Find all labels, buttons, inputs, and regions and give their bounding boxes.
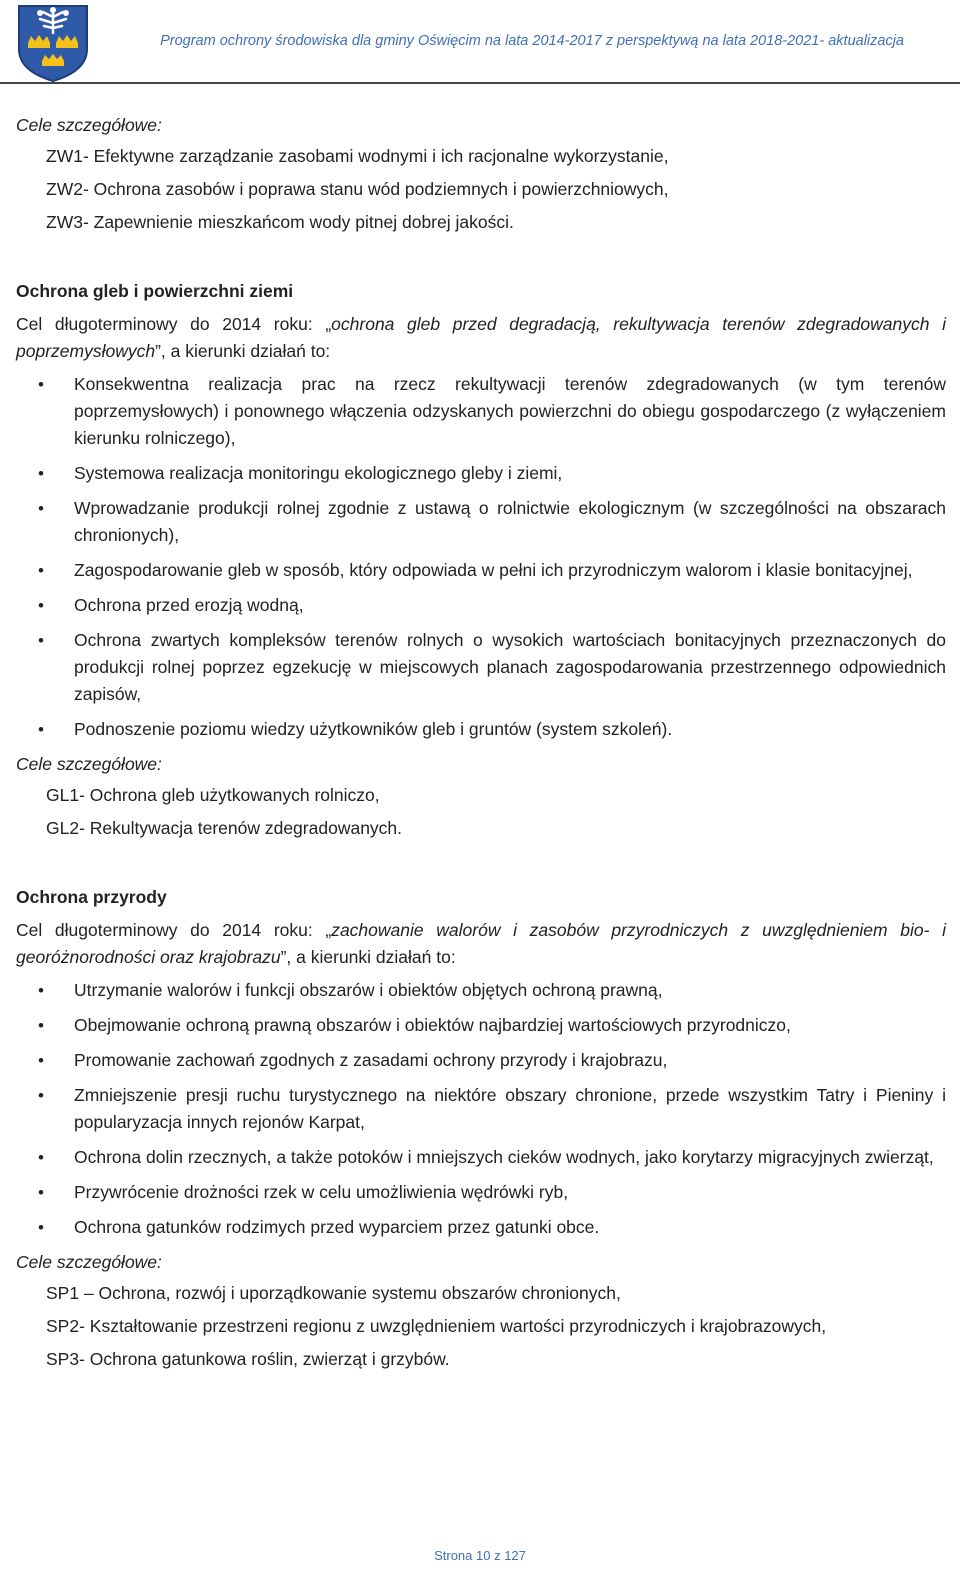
lead-suffix: ”, a kierunki działań to:	[280, 947, 456, 967]
bullet-icon: •	[38, 499, 44, 518]
nature-lead	[16, 917, 946, 971]
goal-zw2: ZW2- Ochrona zasobów i poprawa stanu wód podziemnych i powierzchniowych,	[46, 179, 669, 199]
goal-sp1: SP1 – Ochrona, rozwój i uporządkowanie systemu obszarów chronionych,	[46, 1283, 621, 1303]
list-item: • Ochrona gatunków rodzimych przed wyparciem przez gatunki obce.	[16, 1214, 946, 1241]
bullet-icon: •	[38, 1148, 44, 1167]
bullet-icon: •	[38, 1218, 44, 1237]
page-content	[16, 112, 946, 1379]
lead-suffix: ”, a kierunki działań to:	[155, 341, 331, 361]
bullet-icon: •	[38, 720, 44, 739]
header-divider	[0, 82, 960, 84]
list-item: • Podnoszenie poziomu wiedzy użytkowników gleb i gruntów (system szkoleń).	[16, 716, 946, 743]
goal-zw1: ZW1- Efektywne zarządzanie zasobami wodnymi i ich racjonalne wykorzystanie,	[46, 146, 669, 166]
list-item: • Ochrona przed erozją wodną,	[16, 592, 946, 619]
bullet-icon: •	[38, 375, 44, 394]
bullet-icon: •	[38, 596, 44, 615]
goal-gl1: GL1- Ochrona gleb użytkowanych rolniczo,	[46, 785, 380, 805]
soil-goals-list	[46, 782, 946, 842]
page-header	[0, 0, 960, 86]
bullet-icon: •	[38, 1086, 44, 1105]
list-item: • Przywrócenie drożności rzek w celu umożliwienia wędrówki ryb,	[16, 1179, 946, 1206]
section-title-soil: Ochrona gleb i powierzchni ziemi	[16, 281, 294, 301]
section-title-nature: Ochrona przyrody	[16, 887, 167, 907]
list-item: • Zagospodarowanie gleb w sposób, który odpowiada w pełni ich przyrodniczym walorom i klasie bonitacyjnej,	[16, 557, 946, 584]
nature-directions-list	[16, 977, 946, 1241]
document-title: Program ochrony środowiska dla gminy Oświęcim na lata 2014-2017 z perspektywą na lata 2018-2021- aktualizacja	[160, 33, 904, 49]
lead-goal-text: ochrona gleb przed degradacją, rekultywacja terenów zdegradowanych i poprzemysłowych	[16, 314, 946, 361]
list-item: • Konsekwentna realizacja prac na rzecz rekultywacji terenów zdegradowanych (w tym terenów poprzemysłowych) i ponownego włączenia odzyskanych powierzchni do obiegu gospodarczego (z wyłączeniem kierunku rolniczego),	[16, 371, 946, 452]
detailed-goals-label: Cele szczegółowe:	[16, 115, 162, 135]
list-item: • Utrzymanie walorów i funkcji obszarów i obiektów objętych ochroną prawną,	[16, 977, 946, 1004]
goal-sp2: SP2- Kształtowanie przestrzeni regionu z uwzględnieniem wartości przyrodniczych i krajobrazowych,	[46, 1316, 827, 1336]
coat-of-arms-icon	[16, 3, 90, 83]
nature-goals-list	[46, 1280, 946, 1373]
lead-goal-text: zachowanie walorów i zasobów przyrodniczych z uwzględnieniem bio- i georóżnorodności oraz krajobrazu	[16, 920, 946, 967]
goal-sp3: SP3- Ochrona gatunkowa roślin, zwierząt i grzybów.	[46, 1349, 450, 1369]
detailed-goals-label: Cele szczegółowe:	[16, 754, 162, 774]
goal-gl2: GL2- Rekultywacja terenów zdegradowanych.	[46, 818, 403, 838]
soil-lead	[16, 311, 946, 365]
bullet-icon: •	[38, 1016, 44, 1035]
bullet-icon: •	[38, 631, 44, 650]
soil-directions-list	[16, 371, 946, 743]
list-item: • Ochrona dolin rzecznych, a także potoków i mniejszych cieków wodnych, jako korytarzy migracyjnych zwierząt,	[16, 1144, 946, 1171]
detailed-goals-label: Cele szczegółowe:	[16, 1252, 162, 1272]
page-number: Strona 10 z 127	[434, 1548, 526, 1563]
goal-zw3: ZW3- Zapewnienie mieszkańcom wody pitnej dobrej jakości.	[46, 212, 514, 232]
lead-prefix: Cel długoterminowy do 2014 roku: „	[16, 314, 332, 334]
water-goals-list	[46, 143, 946, 236]
list-item: • Zmniejszenie presji ruchu turystycznego na niektóre obszary chronione, przede wszystkim Tatry i Pieniny i popularyzacja innych rejonów Karpat,	[16, 1082, 946, 1136]
lead-prefix: Cel długoterminowy do 2014 roku: „	[16, 920, 332, 940]
list-item: • Obejmowanie ochroną prawną obszarów i obiektów najbardziej wartościowych przyrodniczo,	[16, 1012, 946, 1039]
list-item: • Promowanie zachowań zgodnych z zasadami ochrony przyrody i krajobrazu,	[16, 1047, 946, 1074]
bullet-icon: •	[38, 1051, 44, 1070]
bullet-icon: •	[38, 1183, 44, 1202]
bullet-icon: •	[38, 561, 44, 580]
bullet-icon: •	[38, 981, 44, 1000]
bullet-icon: •	[38, 464, 44, 483]
list-item: • Ochrona zwartych kompleksów terenów rolnych o wysokich wartościach bonitacyjnych przeznaczonych do produkcji rolnej poprzez egzekucję w miejscowych planach zagospodarowania przestrzennego odpowiednich zapisów,	[16, 627, 946, 708]
list-item: • Systemowa realizacja monitoringu ekologicznego gleby i ziemi,	[16, 460, 946, 487]
list-item: • Wprowadzanie produkcji rolnej zgodnie z ustawą o rolnictwie ekologicznym (w szczególności na obszarach chronionych),	[16, 495, 946, 549]
